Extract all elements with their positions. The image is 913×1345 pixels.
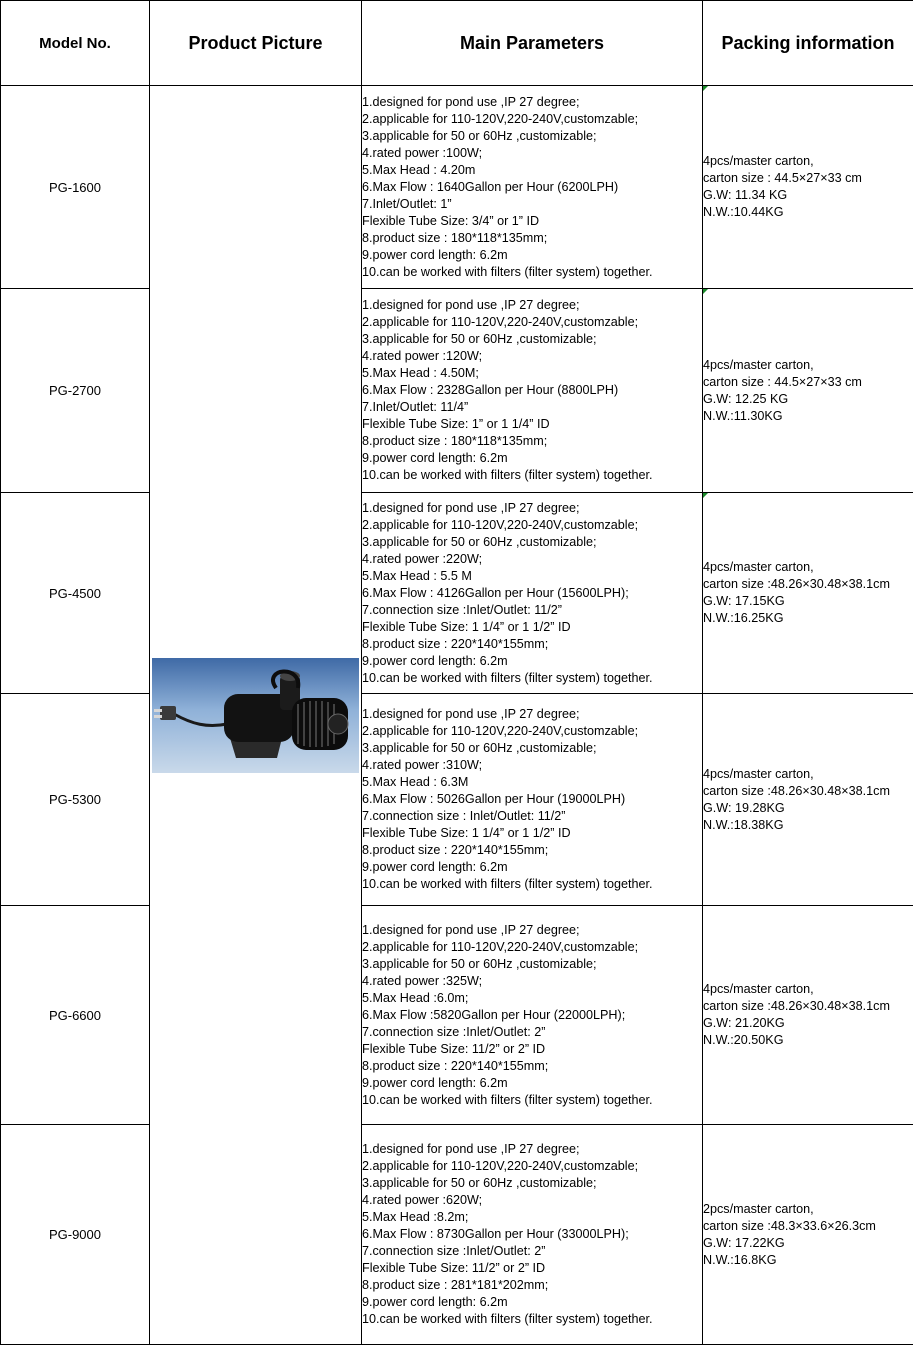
param-line: 1.designed for pond use ,IP 27 degree; [362,500,702,517]
packing-line: G.W: 11.34 KG [703,187,913,204]
packing-cell [703,86,913,289]
param-line: 5.Max Head :8.2m; [362,1209,702,1226]
param-line: Flexible Tube Size: 1” or 1 1/4” ID [362,416,702,433]
packing-line: carton size : 44.5×27×33 cm [703,170,913,187]
param-line: 2.applicable for 110-120V,220-240V,customzable; [362,723,702,740]
params-cell [362,289,703,493]
packing-cell [703,289,913,493]
param-line: 3.applicable for 50 or 60Hz ,customizable; [362,534,702,551]
param-line: 9.power cord length: 6.2m [362,450,702,467]
param-line: 8.product size : 220*140*155mm; [362,842,702,859]
param-line: 7.connection size :Inlet/Outlet: 11/2” [362,602,702,619]
table-row [1,906,913,1125]
params-cell [362,493,703,694]
param-line: 4.rated power :100W; [362,145,702,162]
param-line: 10.can be worked with filters (filter system) together. [362,876,702,893]
param-line: 6.Max Flow : 1640Gallon per Hour (6200LPH) [362,179,702,196]
param-line: 7.Inlet/Outlet: 11/4” [362,399,702,416]
param-line: Flexible Tube Size: 11/2” or 2” ID [362,1260,702,1277]
packing-line: 4pcs/master carton, [703,981,913,998]
param-line: 1.designed for pond use ,IP 27 degree; [362,297,702,314]
param-line: 5.Max Head : 4.20m [362,162,702,179]
packing-line: 4pcs/master carton, [703,153,913,170]
param-line: 4.rated power :120W; [362,348,702,365]
comment-marker [703,493,708,498]
comment-marker [703,289,708,294]
header-product-picture: Product Picture [150,1,362,86]
param-line: Flexible Tube Size: 3/4” or 1” ID [362,213,702,230]
param-line: 5.Max Head :6.0m; [362,990,702,1007]
param-line: 7.connection size : Inlet/Outlet: 11/2” [362,808,702,825]
param-line: 7.Inlet/Outlet: 1” [362,196,702,213]
param-line: 6.Max Flow : 5026Gallon per Hour (19000LPH) [362,791,702,808]
param-line: 2.applicable for 110-120V,220-240V,customzable; [362,1158,702,1175]
header-main-parameters: Main Parameters [362,1,703,86]
packing-line: 4pcs/master carton, [703,559,913,576]
packing-line: N.W.:20.50KG [703,1032,913,1049]
param-line: 5.Max Head : 6.3M [362,774,702,791]
param-line: 9.power cord length: 6.2m [362,1075,702,1092]
param-line: 3.applicable for 50 or 60Hz ,customizable; [362,956,702,973]
model-cell: PG-2700 [1,289,150,493]
param-line: 2.applicable for 110-120V,220-240V,customzable; [362,111,702,128]
param-line: 8.product size : 220*140*155mm; [362,636,702,653]
param-line: Flexible Tube Size: 1 1/4” or 1 1/2” ID [362,619,702,636]
param-line: 6.Max Flow : 4126Gallon per Hour (15600LPH); [362,585,702,602]
param-line: 6.Max Flow : 8730Gallon per Hour (33000LPH); [362,1226,702,1243]
table-row [1,86,913,289]
packing-cell [703,906,913,1125]
packing-line: carton size :48.26×30.48×38.1cm [703,576,913,593]
packing-line: G.W: 21.20KG [703,1015,913,1032]
param-line: 5.Max Head : 4.50M; [362,365,702,382]
param-line: 9.power cord length: 6.2m [362,247,702,264]
param-line: 8.product size : 180*118*135mm; [362,230,702,247]
packing-line: N.W.:11.30KG [703,408,913,425]
table-row [1,1125,913,1345]
param-line: 8.product size : 281*181*202mm; [362,1277,702,1294]
params-cell [362,86,703,289]
param-line: 1.designed for pond use ,IP 27 degree; [362,94,702,111]
model-cell: PG-6600 [1,906,150,1125]
packing-line: 4pcs/master carton, [703,766,913,783]
param-line: 3.applicable for 50 or 60Hz ,customizable; [362,331,702,348]
param-line: 10.can be worked with filters (filter system) together. [362,1311,702,1328]
param-line: Flexible Tube Size: 11/2” or 2” ID [362,1041,702,1058]
comment-marker [703,86,708,91]
packing-line: carton size : 44.5×27×33 cm [703,374,913,391]
param-line: 3.applicable for 50 or 60Hz ,customizable; [362,128,702,145]
params-cell [362,694,703,906]
header-packing-information: Packing information [703,1,913,86]
param-line: 6.Max Flow :5820Gallon per Hour (22000LPH); [362,1007,702,1024]
param-line: 10.can be worked with filters (filter system) together. [362,670,702,687]
model-cell: PG-5300 [1,694,150,906]
param-line: 4.rated power :620W; [362,1192,702,1209]
param-line: 4.rated power :325W; [362,973,702,990]
param-line: Flexible Tube Size: 1 1/4” or 1 1/2” ID [362,825,702,842]
param-line: 9.power cord length: 6.2m [362,653,702,670]
model-cell: PG-1600 [1,86,150,289]
param-line: 10.can be worked with filters (filter system) together. [362,1092,702,1109]
param-line: 3.applicable for 50 or 60Hz ,customizable; [362,740,702,757]
param-line: 6.Max Flow : 2328Gallon per Hour (8800LPH) [362,382,702,399]
packing-line: carton size :48.26×30.48×38.1cm [703,998,913,1015]
param-line: 1.designed for pond use ,IP 27 degree; [362,1141,702,1158]
packing-line: N.W.:18.38KG [703,817,913,834]
pump-photo [152,658,359,773]
packing-line: 2pcs/master carton, [703,1201,913,1218]
packing-line: carton size :48.26×30.48×38.1cm [703,783,913,800]
params-cell [362,906,703,1125]
packing-line: N.W.:10.44KG [703,204,913,221]
model-cell: PG-9000 [1,1125,150,1345]
packing-line: 4pcs/master carton, [703,357,913,374]
table-row [1,493,913,694]
product-picture-cell [150,86,362,1345]
packing-line: G.W: 17.22KG [703,1235,913,1252]
packing-line: G.W: 12.25 KG [703,391,913,408]
param-line: 9.power cord length: 6.2m [362,1294,702,1311]
param-line: 1.designed for pond use ,IP 27 degree; [362,922,702,939]
param-line: 8.product size : 180*118*135mm; [362,433,702,450]
packing-cell [703,493,913,694]
packing-line: G.W: 19.28KG [703,800,913,817]
model-cell: PG-4500 [1,493,150,694]
param-line: 9.power cord length: 6.2m [362,859,702,876]
params-cell [362,1125,703,1345]
param-line: 1.designed for pond use ,IP 27 degree; [362,706,702,723]
table-row [1,289,913,493]
header-model: Model No. [1,1,150,86]
param-line: 4.rated power :220W; [362,551,702,568]
param-line: 5.Max Head : 5.5 M [362,568,702,585]
param-line: 2.applicable for 110-120V,220-240V,customzable; [362,517,702,534]
param-line: 3.applicable for 50 or 60Hz ,customizable; [362,1175,702,1192]
param-line: 8.product size : 220*140*155mm; [362,1058,702,1075]
packing-cell [703,1125,913,1345]
param-line: 10.can be worked with filters (filter system) together. [362,467,702,484]
param-line: 7.connection size :Inlet/Outlet: 2” [362,1243,702,1260]
param-line: 10.can be worked with filters (filter system) together. [362,264,702,281]
packing-line: carton size :48.3×33.6×26.3cm [703,1218,913,1235]
packing-line: G.W: 17.15KG [703,593,913,610]
packing-line: N.W.:16.25KG [703,610,913,627]
param-line: 2.applicable for 110-120V,220-240V,customzable; [362,314,702,331]
param-line: 4.rated power :310W; [362,757,702,774]
packing-cell [703,694,913,906]
table-row [1,694,913,906]
header-row [1,1,913,86]
packing-line: N.W.:16.8KG [703,1252,913,1269]
param-line: 7.connection size :Inlet/Outlet: 2” [362,1024,702,1041]
param-line: 2.applicable for 110-120V,220-240V,customzable; [362,939,702,956]
